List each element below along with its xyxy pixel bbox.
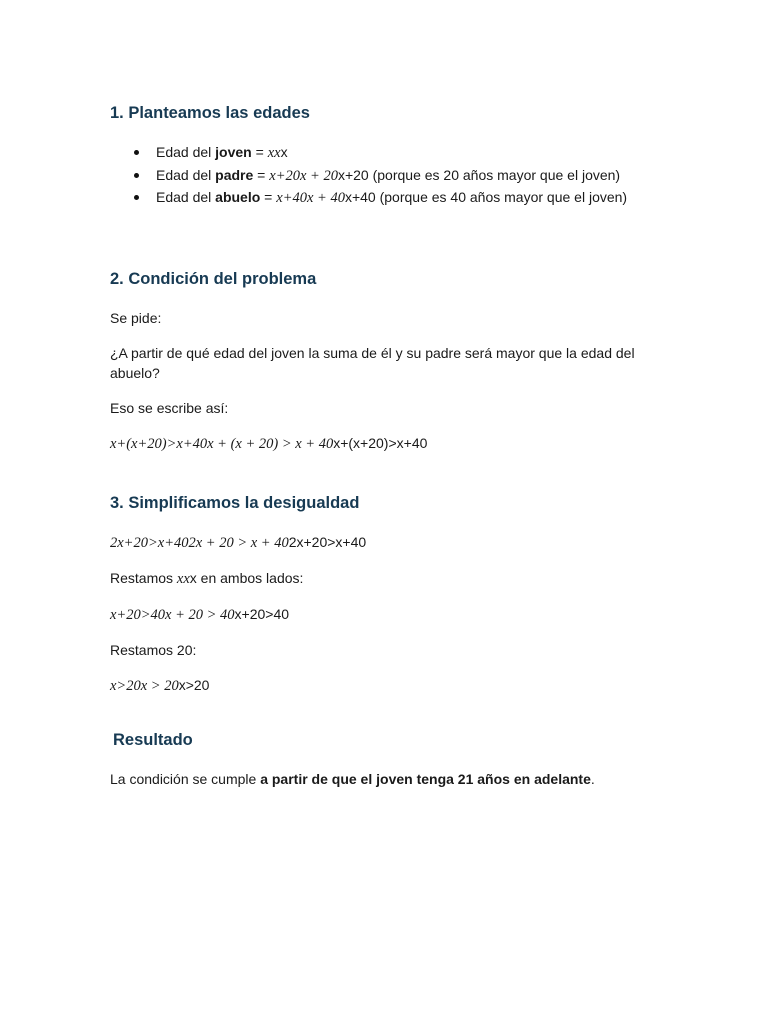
- item-equals: =: [253, 166, 270, 183]
- result-bold-text: a partir de que el joven tenga 21 años en adelante: [260, 770, 591, 787]
- text-before: Restamos: [110, 569, 177, 586]
- item-bold-term: abuelo: [215, 189, 261, 205]
- item-math-expression: x+40x + 40: [276, 190, 345, 206]
- section-heading-result: Resultado: [113, 730, 193, 749]
- paragraph-question: ¿A partir de qué edad del joven la suma de él y su padre será mayor que la edad del abuelo?: [110, 344, 635, 381]
- formula-plain: x+(x+20)>x+40: [333, 434, 428, 451]
- formula-step-1: [110, 532, 670, 553]
- list-item-padre: [156, 165, 670, 188]
- paragraph-result: [110, 769, 670, 789]
- formula-math: x+(x+20)>x+40x + (x + 20) > x + 40: [110, 435, 334, 452]
- formula-step-2: [110, 604, 670, 625]
- formula-step-3: [110, 675, 670, 696]
- item-prefix: Edad del: [156, 166, 216, 183]
- inline-math: xx: [176, 570, 190, 587]
- item-plain-expression: x+20: [337, 166, 369, 183]
- item-prefix: Edad del: [156, 189, 216, 205]
- formula-math: 2x+20>x+402x + 20 > x + 40: [110, 534, 289, 551]
- item-math-expression: xx: [267, 145, 281, 161]
- formula-plain: x+20>40: [234, 605, 290, 622]
- item-equals: =: [251, 144, 268, 160]
- formula-math: x>20x > 20: [110, 677, 179, 694]
- item-note: (porque es 40 años mayor que el joven): [375, 189, 628, 205]
- ages-list: [110, 142, 670, 210]
- item-bold-term: joven: [215, 144, 252, 160]
- text-after: .: [590, 770, 595, 787]
- paragraph-subtract-x: [110, 568, 670, 589]
- formula-math: x+20>40x + 20 > 40: [110, 606, 235, 623]
- text-before: La condición se cumple: [110, 770, 261, 787]
- formula-condition: [110, 433, 670, 454]
- formula-plain: 2x+20>x+40: [288, 533, 367, 550]
- section-heading-simplify: 3. Simplificamos la desigualdad: [110, 493, 360, 512]
- paragraph-written-as: Eso se escribe así:: [110, 399, 229, 416]
- section-heading-condition: 2. Condición del problema: [110, 269, 317, 288]
- paragraph-se-pide: Se pide:: [110, 309, 162, 326]
- item-bold-term: padre: [215, 166, 254, 183]
- item-plain-expression: x: [280, 144, 288, 160]
- item-equals: =: [260, 189, 277, 205]
- section-heading-ages: 1. Planteamos las edades: [110, 104, 310, 122]
- item-plain-expression: x+40: [344, 189, 376, 205]
- item-math-expression: x+20x + 20: [269, 167, 338, 184]
- item-prefix: Edad del: [156, 144, 216, 160]
- text-after: en ambos lados:: [196, 569, 304, 586]
- document-content: [110, 102, 670, 789]
- inline-plain: x: [189, 569, 197, 586]
- list-item-joven: [156, 142, 670, 165]
- formula-plain: x>20: [178, 676, 210, 693]
- list-item-abuelo: [156, 187, 670, 210]
- paragraph-subtract-20: Restamos 20:: [110, 641, 197, 658]
- item-note: (porque es 20 años mayor que el joven): [368, 166, 621, 183]
